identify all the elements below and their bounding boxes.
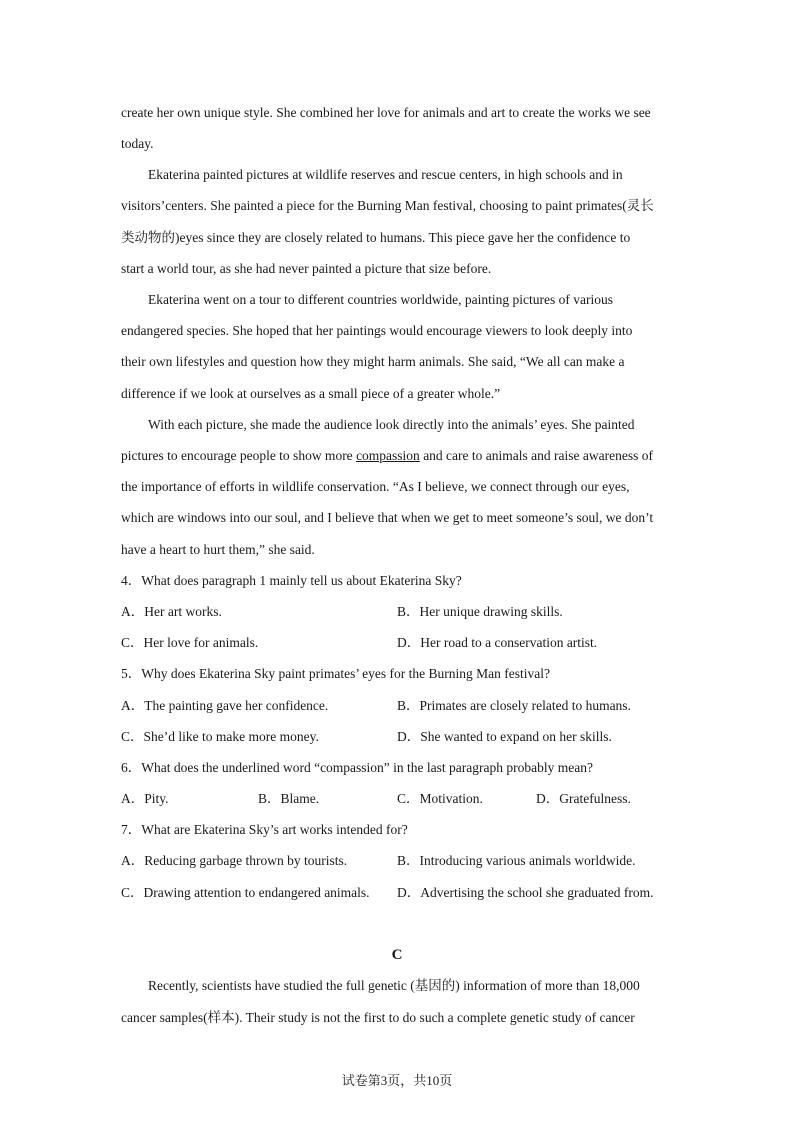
passage-line: Ekaterina painted pictures at wildlife reserves and rescue centers, in high schools and in <box>148 167 623 182</box>
section-heading: C <box>391 947 403 963</box>
passage-line: Ekaterina went on a tour to different countries worldwide, painting pictures of various <box>148 292 613 307</box>
option-a[interactable]: A．Her art works. <box>121 604 222 619</box>
passage-line: difference if we look at ourselves as a small piece of a greater whole.” <box>121 386 501 401</box>
option-c[interactable]: C．Her love for animals. <box>121 635 259 650</box>
option-d[interactable]: D．Gratefulness. <box>536 791 631 806</box>
passage-line: which are windows into our soul, and I believe that when we get to meet someone’s soul, we don’t <box>121 510 654 525</box>
passage-text: and care to animals and raise awareness of <box>419 448 653 463</box>
page-footer: 试卷第3页，共10页 <box>341 1073 453 1088</box>
question-stem: 5．Why does Ekaterina Sky paint primates’ eyes for the Burning Man festival? <box>121 666 551 681</box>
passage-text: pictures to encourage people to show more <box>121 448 357 463</box>
option-a[interactable]: A．Pity. <box>121 791 169 806</box>
passage-line <box>121 447 653 465</box>
option-b[interactable]: B．Primates are closely related to humans. <box>397 698 631 713</box>
passage-line: their own lifestyles and question how they might harm animals. She said, “We all can make a <box>121 354 625 369</box>
option-d[interactable]: D．Advertising the school she graduated from. <box>397 885 654 900</box>
option-a[interactable]: A．The painting gave her confidence. <box>121 698 329 713</box>
passage-line: the importance of efforts in wildlife conservation. “As I believe, we connect through our eyes, <box>121 479 630 494</box>
passage-line: 类动物的)eyes since they are closely related to humans. This piece gave her the confidence to <box>121 230 631 245</box>
passage-line: have a heart to hurt them,” she said. <box>121 542 315 557</box>
passage-line: start a world tour, as she had never painted a picture that size before. <box>121 261 492 276</box>
option-b[interactable]: B．Blame. <box>258 791 320 806</box>
passage-line: endangered species. She hoped that her paintings would encourage viewers to look deeply into <box>121 323 633 338</box>
passage-line: Recently, scientists have studied the full genetic (基因的) information of more than 18,000 <box>148 978 640 993</box>
option-c[interactable]: C．Motivation. <box>397 791 483 806</box>
option-c[interactable]: C．She’d like to make more money. <box>121 729 319 744</box>
question-stem: 7．What are Ekaterina Sky’s art works intended for? <box>121 822 408 837</box>
question-stem: 4．What does paragraph 1 mainly tell us about Ekaterina Sky? <box>121 573 462 588</box>
underlined-word: compassion <box>356 448 420 463</box>
option-d[interactable]: D．Her road to a conservation artist. <box>397 635 598 650</box>
question-stem: 6．What does the underlined word “compassion” in the last paragraph probably mean? <box>121 760 593 775</box>
passage-line: today. <box>121 136 154 151</box>
passage-line: create her own unique style. She combined her love for animals and art to create the works we see <box>121 105 651 120</box>
option-b[interactable]: B．Her unique drawing skills. <box>397 604 563 619</box>
option-d[interactable]: D．She wanted to expand on her skills. <box>397 729 612 744</box>
passage-line: visitors’centers. She painted a piece for the Burning Man festival, choosing to paint primates(灵长 <box>121 198 654 213</box>
passage-line: With each picture, she made the audience look directly into the animals’ eyes. She painted <box>148 417 635 432</box>
option-b[interactable]: B．Introducing various animals worldwide. <box>397 853 636 868</box>
option-a[interactable]: A．Reducing garbage thrown by tourists. <box>121 853 348 868</box>
option-c[interactable]: C．Drawing attention to endangered animals. <box>121 885 370 900</box>
passage-line: cancer samples(样本). Their study is not the first to do such a complete genetic study of cancer <box>121 1010 635 1025</box>
